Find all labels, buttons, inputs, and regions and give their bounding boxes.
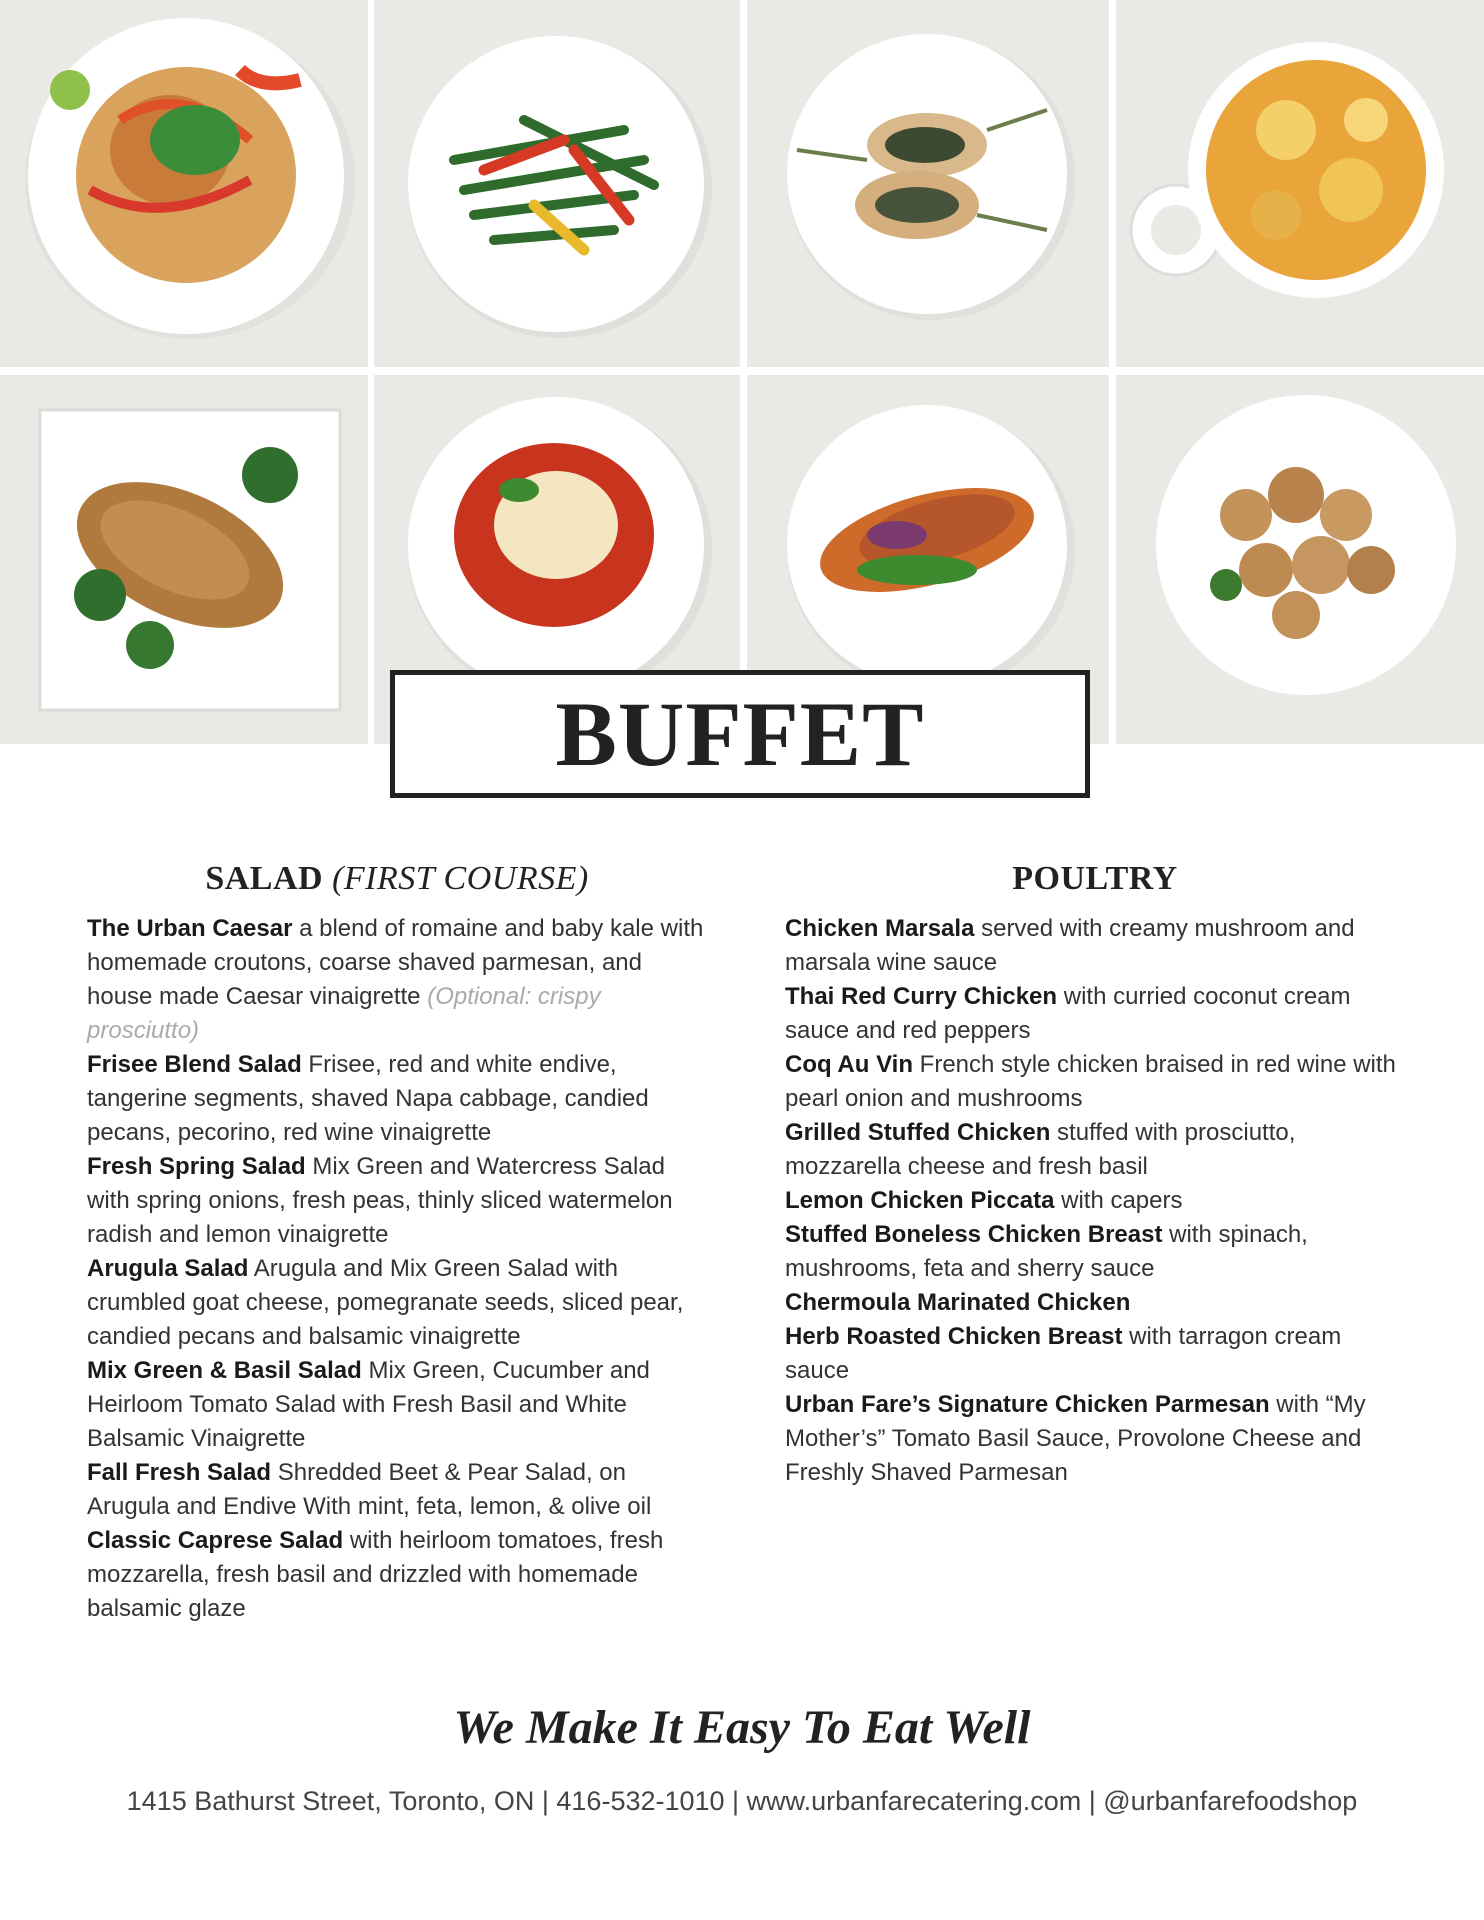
salad-item-name: Classic Caprese Salad [87, 1527, 344, 1554]
poultry-item-name: Lemon Chicken Piccata [785, 1187, 1055, 1214]
poultry-item [785, 1218, 1405, 1286]
poultry-list [785, 912, 1405, 1490]
poultry-item [785, 1184, 1405, 1218]
salad-item [87, 1252, 707, 1354]
salad-item-note: (Optional: crispy prosciutto) [87, 983, 601, 1044]
salad-item-name: Fall Fresh Salad [87, 1459, 272, 1486]
photo-grid [0, 0, 1484, 744]
salad-item-name: Fresh Spring Salad [87, 1153, 306, 1180]
pasta-noodles-icon [0, 0, 368, 367]
poultry-heading-main: POULTRY [1012, 860, 1178, 897]
salad-heading-sub: (FIRST COURSE) [332, 860, 589, 897]
photo-pasta-noodles [0, 0, 368, 367]
salad-item-desc: Shredded Beet & Pear Salad, on Arugula and Endive With mint, feta, lemon, & olive oil [87, 1459, 652, 1520]
salad-item-desc: Mix Green, Cucumber and Heirloom Tomato Salad with Fresh Basil and White Balsamic Vinaigrette [87, 1357, 650, 1452]
poultry-item [785, 1320, 1405, 1388]
salad-heading [87, 860, 707, 898]
poultry-item-name: Stuffed Boneless Chicken Breast [785, 1221, 1163, 1248]
salad-item-desc: Frisee, red and white endive, tangerine segments, shaved Napa cabbage, candied pecans, pecorino, red wine vinaigrette [87, 1051, 649, 1146]
photo-stuffed-chicken [747, 0, 1109, 367]
salad-item [87, 1048, 707, 1150]
poultry-item-desc: with capers [1054, 1187, 1183, 1214]
poultry-item-name: Thai Red Curry Chicken [785, 983, 1058, 1010]
poultry-item-name: Chermoula Marinated Chicken [785, 1289, 1131, 1316]
salad-heading-main: SALAD [205, 860, 324, 897]
photo-roasted-potatoes [1116, 375, 1484, 744]
poultry-item [785, 980, 1405, 1048]
page-title: BUFFET [555, 683, 925, 785]
poultry-section [785, 860, 1405, 1490]
salad-item-name: Arugula Salad [87, 1255, 249, 1282]
salad-item [87, 1524, 707, 1626]
poultry-item-desc: with tarragon cream sauce [785, 1323, 1342, 1384]
poultry-item [785, 912, 1405, 980]
salad-item [87, 1354, 707, 1456]
title-box [390, 670, 1090, 798]
poultry-item-name: Coq Au Vin [785, 1051, 913, 1078]
salad-item-desc: Arugula and Mix Green Salad with crumbled goat cheese, pomegranate seeds, sliced pear, candied pecans and balsamic vinaigrette [87, 1255, 684, 1350]
poultry-item-desc: with spinach, mushrooms, feta and sherry sauce [785, 1221, 1308, 1282]
salad-item-name: Frisee Blend Salad [87, 1051, 302, 1078]
salad-item-name: Mix Green & Basil Salad [87, 1357, 362, 1384]
salad-item-name: The Urban Caesar [87, 915, 293, 942]
poultry-item-desc: with “My Mother’s” Tomato Basil Sauce, Provolone Cheese and Freshly Shaved Parmesan [785, 1391, 1366, 1486]
roasted-potatoes-icon [1116, 375, 1484, 744]
salad-item-desc: with heirloom tomatoes, fresh mozzarella, fresh basil and drizzled with homemade balsamic glaze [87, 1527, 664, 1622]
salad-item-desc: Mix Green and Watercress Salad with spring onions, fresh peas, thinly sliced watermelon radish and lemon vinaigrette [87, 1153, 673, 1248]
salad-section [87, 860, 707, 1626]
salad-item [87, 1150, 707, 1252]
poultry-item-desc: stuffed with prosciutto, mozzarella cheese and fresh basil [785, 1119, 1296, 1180]
poultry-item-desc: served with creamy mushroom and marsala wine sauce [785, 915, 1355, 976]
poultry-item-desc: with curried coconut cream sauce and red peppers [785, 983, 1351, 1044]
salad-list [87, 912, 707, 1626]
breaded-chicken-icon [0, 375, 368, 744]
poultry-item [785, 1116, 1405, 1184]
baked-casserole-icon [1116, 0, 1484, 367]
footer-contact: 1415 Bathurst Street, Toronto, ON | 416-532-1010 | www.urbanfarecatering.com | @urbanfarefoodshop [126, 1786, 1358, 1816]
poultry-item-name: Urban Fare’s Signature Chicken Parmesan [785, 1391, 1270, 1418]
photo-baked-casserole [1116, 0, 1484, 367]
stuffed-chicken-icon [747, 0, 1109, 367]
photo-green-beans [374, 0, 740, 367]
poultry-item-name: Herb Roasted Chicken Breast [785, 1323, 1123, 1350]
poultry-item-desc: French style chicken braised in red wine with pearl onion and mushrooms [785, 1051, 1396, 1112]
tagline: We Make It Easy To Eat Well [453, 1701, 1031, 1754]
photo-breaded-chicken [0, 375, 368, 744]
green-beans-icon [374, 0, 740, 367]
salad-item [87, 1456, 707, 1524]
poultry-item [785, 1388, 1405, 1490]
poultry-item-name: Chicken Marsala [785, 915, 975, 942]
salad-item-desc: a blend of romaine and baby kale with homemade croutons, coarse shaved parmesan, and house made Caesar vinaigrette [87, 915, 704, 1010]
poultry-item [785, 1048, 1405, 1116]
poultry-item-name: Grilled Stuffed Chicken [785, 1119, 1051, 1146]
poultry-heading [785, 860, 1405, 898]
poultry-item [785, 1286, 1405, 1320]
salad-item [87, 912, 707, 1048]
